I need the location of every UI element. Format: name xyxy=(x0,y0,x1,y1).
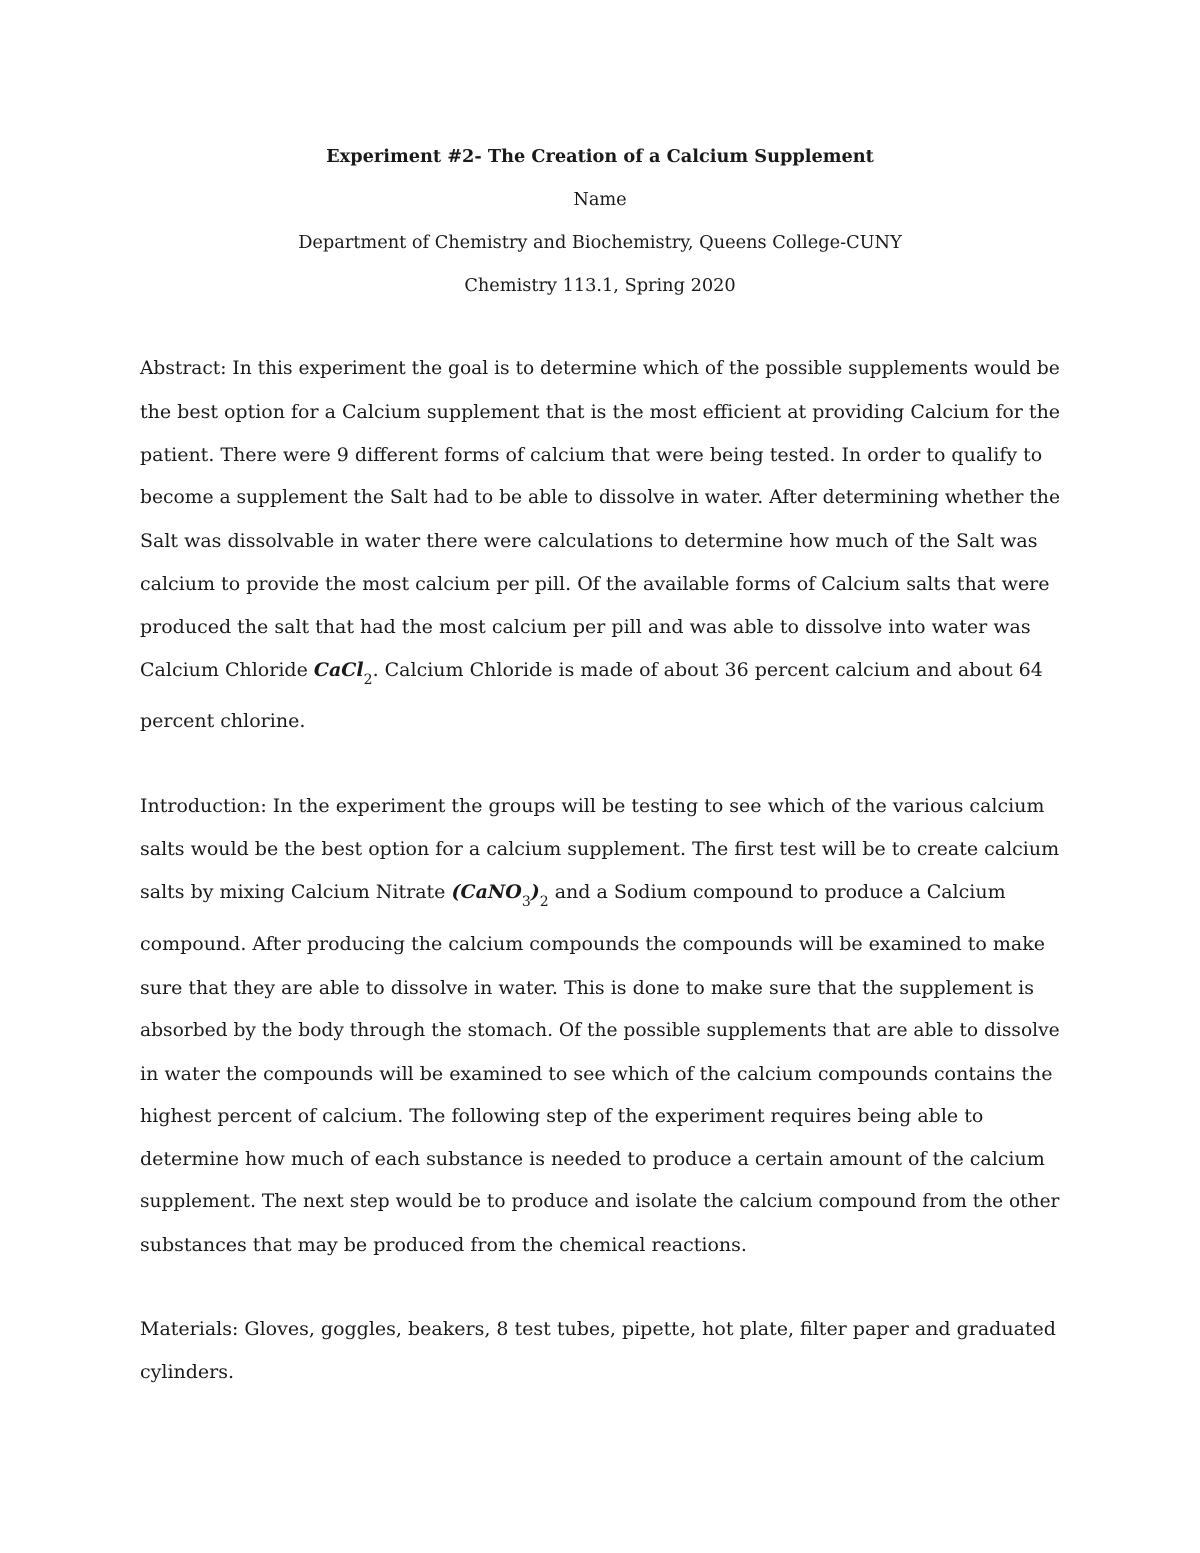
formula-paren: ( xyxy=(451,881,461,903)
document-title: Experiment #2- The Creation of a Calcium Supplement xyxy=(326,146,874,167)
abstract-line: produced the salt that had the most calcium per pill and was able to dissolve into water was xyxy=(140,616,1031,638)
abstract-line: Salt was dissolvable in water there were calculations to determine how much of the Salt was xyxy=(140,530,1038,552)
text-segment: and a Sodium compound to produce a Calcium xyxy=(548,881,1006,903)
formula-subscript: 3 xyxy=(521,894,531,910)
formula-subscript: 2 xyxy=(363,672,373,688)
formula-subscript: 2 xyxy=(539,894,549,910)
chemical-formula: CaNO xyxy=(460,881,522,903)
introduction-line: absorbed by the body through the stomach. Of the possible supplements that are able to dissolve xyxy=(140,1020,1060,1041)
materials-line: cylinders. xyxy=(140,1361,235,1383)
introduction-line: compound. After producing the calcium compounds the compounds will be examined to make xyxy=(140,933,1045,955)
affiliation: Department of Chemistry and Biochemistry, Queens College-CUNY xyxy=(298,233,902,253)
materials-line: Materials: Gloves, goggles, beakers, 8 test tubes, pipette, hot plate, filter paper and graduated xyxy=(140,1318,1056,1340)
introduction-line-formula xyxy=(140,880,1006,910)
abstract-line-formula xyxy=(140,658,1043,688)
text-segment: . Calcium Chloride is made of about 36 percent calcium and about 64 xyxy=(372,659,1043,681)
text-segment: Calcium Chloride xyxy=(140,659,314,681)
introduction-line: substances that may be produced from the chemical reactions. xyxy=(140,1234,747,1256)
course-info: Chemistry 113.1, Spring 2020 xyxy=(464,276,736,296)
abstract-line: percent chlorine. xyxy=(140,710,306,732)
introduction-line: in water the compounds will be examined to see which of the calcium compounds contains the xyxy=(140,1063,1053,1085)
chemical-formula: CaCl xyxy=(313,659,364,681)
introduction-line: Introduction: In the experiment the groups will be testing to see which of the various calcium xyxy=(140,795,1045,817)
introduction-line: determine how much of each substance is needed to produce a certain amount of the calcium xyxy=(140,1148,1045,1170)
formula-paren: ) xyxy=(530,881,540,903)
introduction-line: highest percent of calcium. The following step of the experiment requires being able to xyxy=(140,1105,984,1127)
author-name: Name xyxy=(573,190,627,210)
introduction-line: supplement. The next step would be to produce and isolate the calcium compound from the other xyxy=(140,1191,1060,1212)
introduction-line: sure that they are able to dissolve in water. This is done to make sure that the supplement is xyxy=(140,977,1034,999)
abstract-line: Abstract: In this experiment the goal is to determine which of the possible supplements would be xyxy=(140,358,1060,379)
abstract-line: patient. There were 9 different forms of calcium that were being tested. In order to qualify to xyxy=(140,444,1043,466)
abstract-line: become a supplement the Salt had to be able to dissolve in water. After determining whether the xyxy=(140,487,1061,508)
introduction-line: salts would be the best option for a calcium supplement. The first test will be to create calcium xyxy=(140,838,1060,860)
text-segment: salts by mixing Calcium Nitrate xyxy=(140,881,452,903)
abstract-line: the best option for a Calcium supplement that is the most efficient at providing Calcium for the xyxy=(140,401,1061,423)
abstract-line: calcium to provide the most calcium per pill. Of the available forms of Calcium salts that were xyxy=(140,573,1050,595)
